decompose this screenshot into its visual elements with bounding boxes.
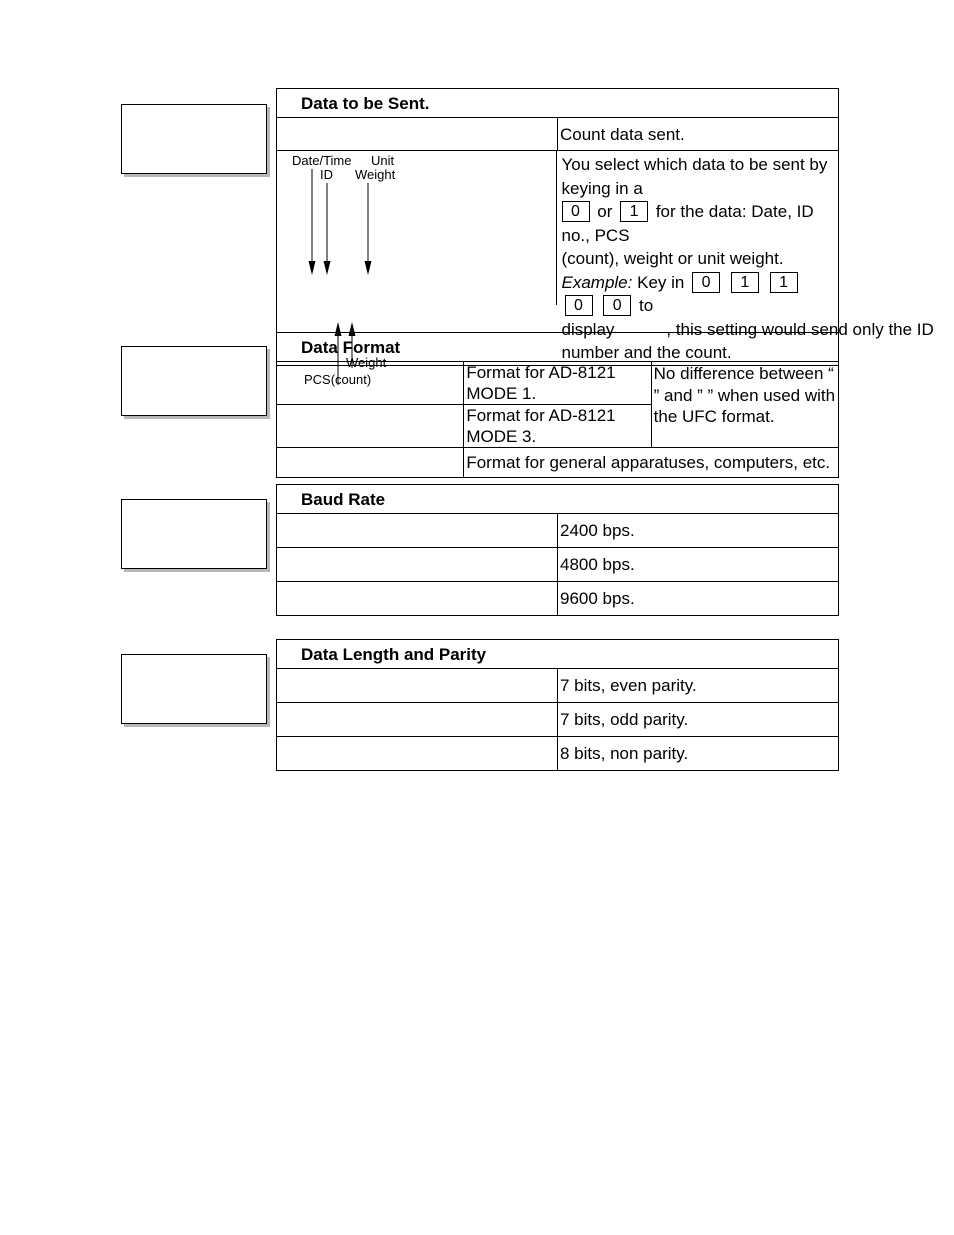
setting-description: 7 bits, even parity. — [558, 669, 839, 703]
or-text: or — [597, 202, 613, 221]
section-data-length-parity — [276, 639, 839, 771]
explanation-line-1: You select which data to be sent by keying in a — [561, 155, 828, 198]
setting-description: Count data sent. — [558, 118, 839, 151]
setting-description: 9600 bps. — [558, 582, 839, 616]
diagram-label-pcs: PCS(count) — [304, 372, 372, 387]
setting-description: 7 bits, odd parity. — [558, 703, 839, 737]
example-to: to — [638, 296, 654, 315]
setting-description: Format for AD-8121 MODE 3. — [464, 405, 651, 448]
format-note: No difference between “ ” and ” ” when used with the UFC format. — [651, 362, 838, 448]
setting-code-cell — [277, 669, 558, 703]
diagram-label-datetime: Date/Time — [292, 153, 352, 168]
key-1-box: 1 — [620, 201, 648, 222]
diagram-label-weight-bottom: Weight — [346, 355, 387, 370]
section-baud-rate — [276, 484, 839, 616]
section-data-format — [276, 332, 839, 478]
setting-description: 4800 bps. — [558, 548, 839, 582]
example-key-box: 0 — [692, 272, 720, 293]
explanation-line-2 — [562, 200, 835, 247]
explanation-line-6: number and the count. — [561, 343, 732, 362]
explanation-line-3: (count), weight or unit weight. — [561, 249, 784, 268]
example-key-box: 1 — [731, 272, 759, 293]
example-label: Example: — [561, 272, 633, 292]
setting-code-cell — [277, 362, 464, 405]
diagram-arrows — [277, 151, 417, 305]
lcd-display-data-sent — [121, 104, 267, 174]
lcd-display-data-format — [121, 346, 267, 416]
example-keyin: Key in — [637, 272, 685, 292]
setting-code-cell — [277, 514, 558, 548]
setting-description: 8 bits, non parity. — [558, 737, 839, 771]
setting-code-cell — [277, 737, 558, 771]
setting-code-cell — [277, 703, 558, 737]
example-key-box: 1 — [770, 272, 798, 293]
example-key-box: 0 — [565, 295, 593, 316]
section-title: Data Format — [277, 333, 839, 362]
setting-description: Format for AD-8121 MODE 1. — [464, 362, 651, 405]
setting-code-cell — [277, 118, 558, 151]
setting-code-cell — [277, 448, 464, 478]
diagram-label-id: ID — [320, 167, 333, 182]
setting-code-cell — [277, 582, 558, 616]
section-title: Data to be Sent. — [277, 89, 839, 118]
section-title: Baud Rate — [277, 485, 839, 514]
section-title: Data Length and Parity — [277, 640, 839, 669]
key-0-box: 0 — [562, 201, 590, 222]
setting-description: Format for general apparatuses, computers, etc. — [464, 448, 839, 478]
setting-code-cell — [277, 405, 464, 448]
diagram-label-unit: Unit — [371, 153, 395, 168]
example-key-box: 0 — [603, 295, 631, 316]
explanation-line-2-tail: for the data: Date, ID no., PCS — [561, 202, 814, 245]
explanation-line-4 — [562, 271, 835, 318]
lcd-display-data-length — [121, 654, 267, 724]
diagram-label-weight-top: Weight — [355, 167, 396, 182]
explanation-line-5: display , this setting would send only the ID — [561, 319, 934, 339]
lcd-display-baud-rate — [121, 499, 267, 569]
setting-description: 2400 bps. — [558, 514, 839, 548]
setting-code-cell — [277, 548, 558, 582]
